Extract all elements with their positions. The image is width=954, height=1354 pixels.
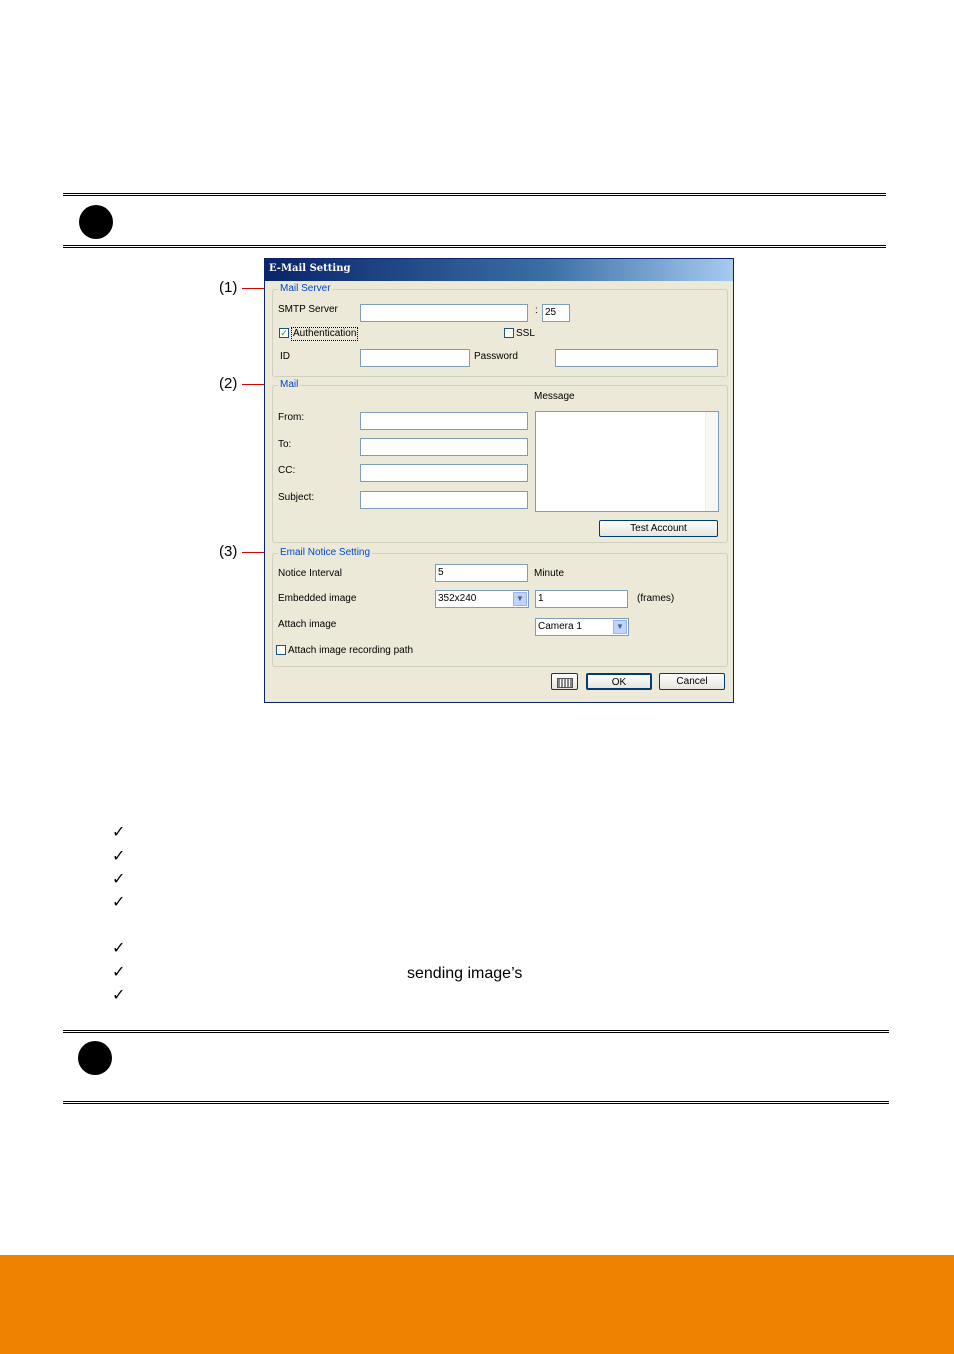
- port-separator: :: [535, 305, 538, 316]
- id-label: ID: [280, 351, 290, 362]
- attach-path-label: Attach image recording path: [288, 645, 414, 656]
- footer-bar: [0, 1255, 954, 1354]
- ok-button[interactable]: OK: [586, 673, 652, 690]
- subject-input[interactable]: [360, 491, 528, 509]
- mail-server-legend: Mail Server: [280, 283, 331, 294]
- callout-2: (2): [219, 375, 238, 392]
- check-mark-icon: ✓: [112, 846, 126, 865]
- attach-path-checkbox[interactable]: [276, 645, 286, 655]
- dialog-title: E-Mail Setting: [269, 263, 351, 274]
- from-input[interactable]: [360, 412, 528, 430]
- embedded-frames-unit: (frames): [637, 593, 675, 604]
- top-note-rule-top: [63, 193, 886, 196]
- authentication-label: Authentication: [293, 328, 357, 339]
- chevron-down-icon[interactable]: ▼: [613, 620, 627, 634]
- email-setting-dialog: [264, 258, 734, 703]
- check-mark-icon: ✓: [112, 985, 126, 1004]
- test-account-button[interactable]: Test Account: [599, 520, 718, 537]
- notice-interval-label: Notice Interval: [278, 568, 342, 579]
- ssl-checkbox[interactable]: [504, 328, 514, 338]
- notice-legend: Email Notice Setting: [280, 547, 371, 558]
- check-mark-icon: ✓: [112, 822, 126, 841]
- bottom-note-rule-bottom: [63, 1101, 889, 1104]
- callout-1: (1): [219, 279, 238, 296]
- cancel-button[interactable]: Cancel: [659, 673, 725, 690]
- cc-label: CC:: [278, 465, 296, 476]
- password-input[interactable]: [555, 349, 718, 367]
- password-label: Password: [474, 351, 518, 362]
- from-label: From:: [278, 412, 305, 423]
- dialog-titlebar: [265, 259, 733, 281]
- to-label: To:: [278, 439, 292, 450]
- mail-legend: Mail: [280, 379, 299, 390]
- keyboard-button[interactable]: [551, 673, 578, 690]
- chevron-down-icon[interactable]: ▼: [513, 592, 527, 606]
- message-textarea[interactable]: [535, 411, 719, 512]
- keyboard-icon: [557, 678, 573, 688]
- dialog-body: [268, 281, 730, 699]
- check-mark-icon: ✓: [112, 892, 126, 911]
- bottom-note-rule-top: [63, 1030, 889, 1033]
- id-input[interactable]: [360, 349, 470, 367]
- notice-interval-unit: Minute: [534, 568, 565, 579]
- to-input[interactable]: [360, 438, 528, 456]
- cc-input[interactable]: [360, 464, 528, 482]
- smtp-server-input[interactable]: [360, 304, 528, 322]
- ssl-label: SSL: [516, 328, 535, 339]
- embedded-frames-input[interactable]: 1: [535, 590, 628, 608]
- subject-label: Subject:: [278, 492, 315, 503]
- notice-interval-input[interactable]: 5: [435, 564, 528, 582]
- embedded-image-select[interactable]: [435, 590, 529, 608]
- smtp-server-label: SMTP Server: [278, 304, 338, 315]
- note-bullet-icon: [78, 1041, 112, 1075]
- smtp-port-input[interactable]: 25: [542, 304, 570, 322]
- embedded-image-label: Embedded image: [278, 593, 357, 604]
- attach-image-select[interactable]: [535, 618, 629, 636]
- top-note-rule-bottom: [63, 245, 886, 248]
- authentication-checkbox[interactable]: ✓: [280, 328, 288, 338]
- attach-image-select-value: Camera 1: [538, 621, 582, 632]
- embedded-image-select-value: 352x240: [438, 593, 477, 604]
- message-scrollbar[interactable]: [705, 412, 718, 511]
- attach-image-label: Attach image: [278, 619, 337, 630]
- sending-image-text: sending image’s: [407, 965, 523, 982]
- message-label: Message: [534, 391, 575, 402]
- callout-3: (3): [219, 543, 238, 560]
- note-bullet-icon: [79, 205, 113, 239]
- check-mark-icon: ✓: [112, 869, 126, 888]
- check-mark-icon: ✓: [112, 962, 126, 981]
- check-mark-icon: ✓: [112, 938, 126, 957]
